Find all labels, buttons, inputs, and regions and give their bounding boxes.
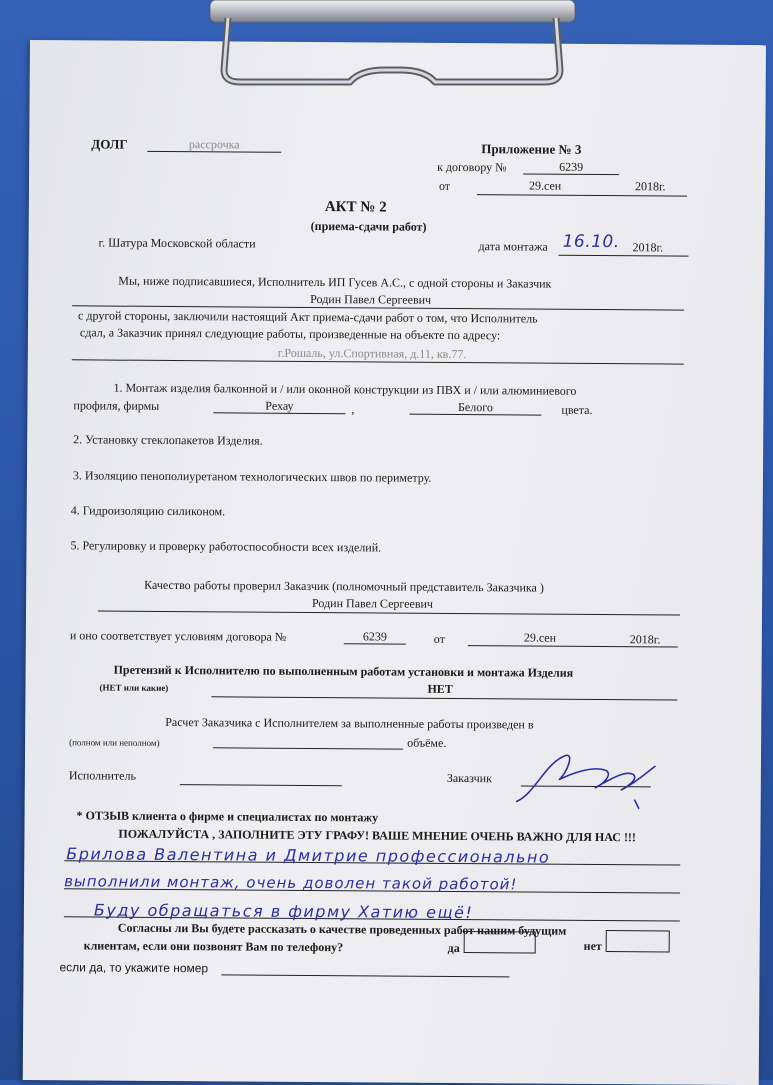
debt-value: рассрочка bbox=[147, 137, 281, 153]
firm-comma: , bbox=[351, 402, 355, 417]
consent-line-1: Согласны ли Вы будете рассказать о качестве проведенных работ нашим будущим bbox=[117, 920, 567, 938]
consent-line-2: клиентам, если они позвонят Вам по телефону? bbox=[83, 938, 344, 955]
mount-date-label: дата монтажа bbox=[478, 239, 548, 254]
customer-signature-icon bbox=[505, 743, 665, 814]
contract-from-label: от bbox=[438, 178, 451, 193]
color-suffix: цвета. bbox=[561, 402, 593, 417]
work-item-2: 2. Установку стеклопакетов Изделия. bbox=[73, 432, 263, 448]
quality-checker-name: Родин Павел Сергеевич bbox=[312, 595, 434, 611]
mount-date-line bbox=[559, 255, 689, 257]
executor-label: Исполнитель bbox=[68, 768, 137, 783]
consent-yes-label: да bbox=[447, 940, 460, 956]
intro-line-3: сдал, а Заказчик принял следующие работы, произведенные на объекте по адресу: bbox=[79, 325, 501, 343]
consent-yes-box[interactable] bbox=[464, 931, 536, 954]
consent-no-label: нет bbox=[583, 938, 602, 954]
document-page bbox=[23, 40, 766, 1085]
act-subtitle: (приема-сдачи работ) bbox=[310, 218, 427, 234]
payment-line: Расчет Заказчика с Исполнителем за выполненные работы произведен в bbox=[165, 714, 534, 732]
phone-line[interactable] bbox=[221, 974, 509, 977]
contract-date: 29.сен bbox=[528, 178, 562, 193]
act-title: АКТ № 2 bbox=[324, 199, 387, 216]
phone-label: если да, то укажите номер bbox=[59, 960, 209, 976]
city: г. Шатура Московской области bbox=[98, 235, 256, 251]
consent-no-box[interactable] bbox=[606, 930, 670, 952]
review-title: * ОТЗЫВ клиента о фирме и специалистах по монтажу bbox=[76, 808, 379, 825]
quality-year: 2018г. bbox=[629, 632, 661, 647]
payment-suffix: объёме. bbox=[407, 735, 447, 750]
quality-date: 29.сен bbox=[523, 630, 557, 645]
review-handwritten-3: Буду обращаться в фирму Хатию ещё! bbox=[93, 900, 474, 923]
customer-name: Родин Павел Сергеевич bbox=[310, 291, 432, 307]
customer-label: Заказчик bbox=[446, 770, 493, 786]
clipboard-clip-icon bbox=[210, 0, 575, 90]
appendix-title: Приложение № 3 bbox=[481, 141, 582, 157]
intro-line-2: с другой стороны, заключили настоящий Акт приема-сдачи работ о том, что Исполнитель bbox=[78, 308, 538, 326]
review-please: ПОЖАЛУЙСТА , ЗАПОЛНИТЕ ЭТУ ГРАФУ! ВАШЕ МНЕНИЕ ОЧЕНЬ ВАЖНО ДЛЯ НАС !!! bbox=[118, 826, 637, 845]
contract-label: к договору № bbox=[437, 159, 507, 175]
profile-color: Белого bbox=[409, 400, 541, 416]
work-item-3: 3. Изоляцию пенополиуретаном технологических швов по периметру. bbox=[72, 468, 432, 485]
object-address: г.Рошаль, ул.Спортивная, д.11, кв.77. bbox=[277, 345, 467, 362]
contract-date-line bbox=[477, 194, 687, 196]
payment-hint: (полном или неполном) bbox=[69, 737, 160, 748]
review-handwritten-1: Брилова Валентина и Дмитрие профессионально bbox=[66, 844, 551, 867]
work-item-1-firm-label: профиля, фирмы bbox=[73, 398, 160, 413]
debt-label: ДОЛГ bbox=[91, 136, 128, 152]
quality-check-line: Качество работы проверил Заказчик (полномочный представитель Заказчика ) bbox=[144, 577, 544, 595]
mount-date-handwritten: 16.10. bbox=[562, 231, 620, 253]
quality-from-label: от bbox=[433, 631, 445, 646]
work-item-1: 1. Монтаж изделия балконной и / или оконной конструкции из ПВХ и / или алюминиевого bbox=[113, 380, 577, 398]
window-firm: Рехау bbox=[213, 398, 345, 414]
contract-number: 6239 bbox=[523, 159, 619, 175]
claims-hint: (НЕТ или какие) bbox=[99, 682, 169, 693]
work-item-4: 4. Гидроизоляцию силиконом. bbox=[70, 503, 226, 519]
review-handwritten-2: выполнили монтаж, очень доволен такой работой! bbox=[64, 872, 518, 894]
work-item-5: 5. Регулировку и проверку работоспособности всех изделий. bbox=[70, 538, 382, 555]
intro-line-1: Мы, ниже подписавшиеся, Исполнитель ИП Гусев А.С., с одной стороны и Заказчик bbox=[118, 273, 552, 291]
claims-title: Претензий к Исполнителю по выполненным работам установки и монтажа Изделия bbox=[113, 662, 574, 680]
quality-contract-number: 6239 bbox=[344, 629, 406, 644]
conforms-label: и оно соответствует условиям договора № bbox=[69, 628, 287, 644]
claims-value: НЕТ bbox=[427, 681, 453, 696]
payment-blank-line bbox=[213, 747, 403, 749]
mount-year: 2018г. bbox=[632, 240, 664, 255]
contract-year: 2018г. bbox=[634, 179, 666, 194]
executor-signature-line bbox=[180, 784, 342, 786]
